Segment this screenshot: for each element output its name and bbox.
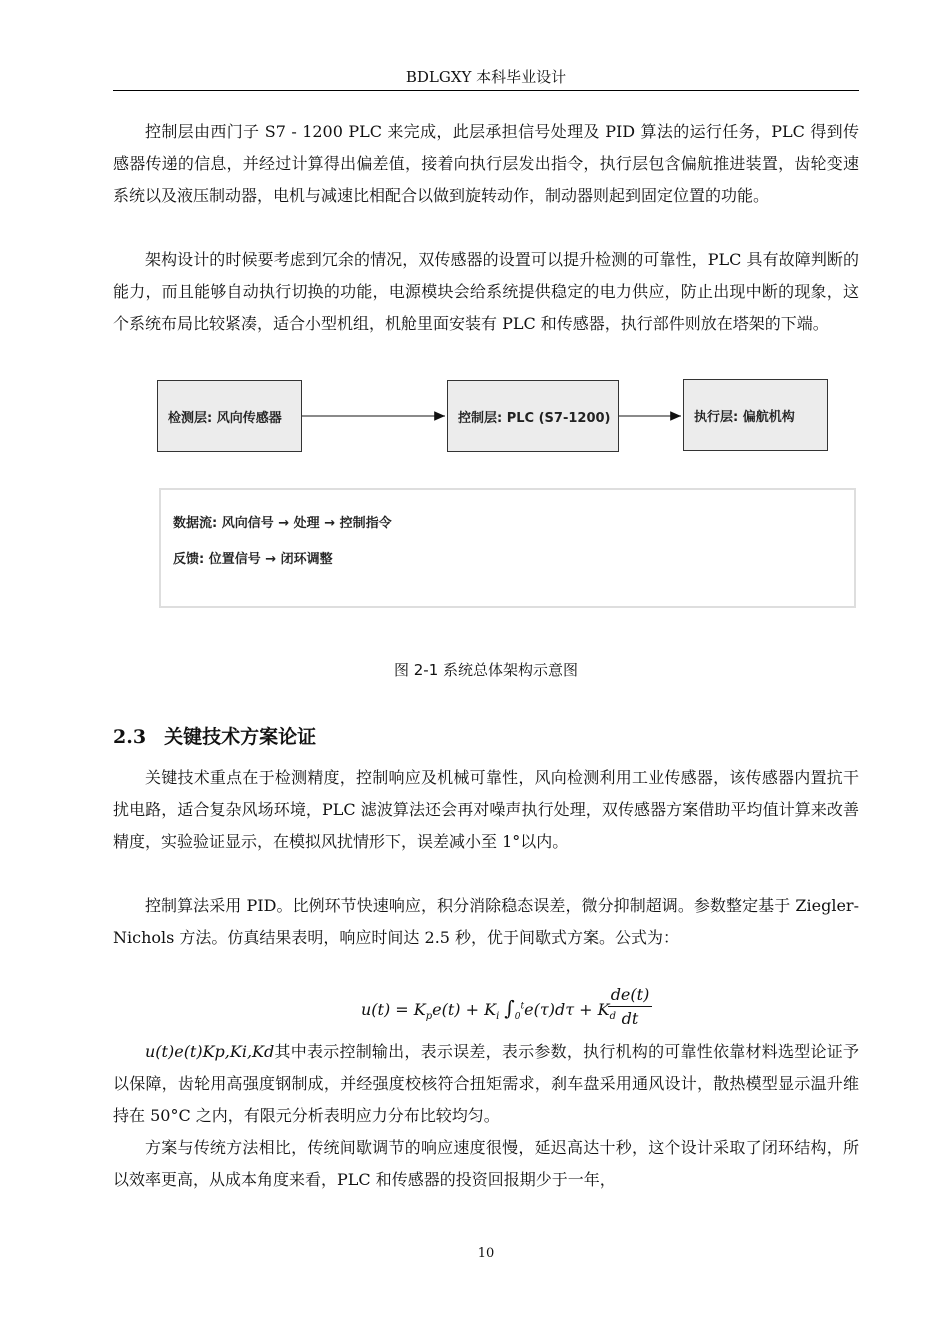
paragraph-pid: 控制算法采用 PID。比例环节快速响应，积分消除稳态误差，微分抑制超调。参数整定基于 Ziegler-Nichols 方法。仿真结果表明，响应时间达 2.5 秒，优于间歇式方案。公式为： (113, 896, 859, 947)
paragraph-reliability-text: 其中表示控制输出，表示误差，表示参数，执行机构的可靠性依靠材料选型论证予以保障，齿轮用高强度钢制成，并经强度校核符合扭矩需求，刹车盘采用通风设计，散热模型显示温升维持在 50°C 之内，有限元分析表明应力分布比较均匀。 (113, 1042, 859, 1125)
section-title: 关键技术方案论证 (164, 726, 317, 748)
box-detection-layer: 检测层: 风向传感器 (157, 380, 302, 452)
paragraph-control-layer: 控制层由西门子 S7 - 1200 PLC 来完成，此层承担信号处理及 PID 算法的运行任务，PLC 得到传感器传递的信息，并经过计算得出偏差值，接着向执行层发出指令，执行层包含偏航推进装置，齿轮变速系统以及液压制动器，电机与减速比相配合以做到旋转动作，制动器则起到固定位置的功能。 (113, 122, 859, 205)
flow-panel (159, 488, 856, 608)
formula-variables: u(t)e(t)Kp,Ki,Kd (145, 1042, 275, 1061)
figure-caption: 图 2-1 系统总体架构示意图 (393, 661, 579, 679)
formula-body: $u(t) = K_pe(t) + K_i$ $\int_0^te(\tau)d\tau + K_d$ (361, 996, 616, 1023)
fraction-numerator: de(t) (608, 984, 652, 1007)
paragraph-comparison: 方案与传统方法相比，传统间歇调节的响应速度很慢，延迟高达十秒，这个设计采取了闭环结构，所以效率更高，从成本角度来看，PLC 和传感器的投资回报期少于一年， (113, 1138, 859, 1189)
architecture-diagram (150, 372, 862, 622)
fraction-denominator: dt (621, 1009, 639, 1028)
pid-formula (113, 984, 859, 1040)
paragraph-architecture: 架构设计的时候要考虑到冗余的情况，双传感器的设置可以提升检测的可靠性，PLC 具有故障判断的能力，而且能够自动执行切换的功能，电源模块会给系统提供稳定的电力供应，防止出现中断的现象，这个系统布局比较紧凑，适合小型机组，机舱里面安装有 PLC 和传感器，执行部件则放在塔架的下端。 (113, 250, 859, 333)
page-number: 10 (477, 1246, 495, 1261)
section-heading (113, 722, 316, 752)
page-header: BDLGXY 本科毕业设计 (113, 66, 859, 91)
box-execution-layer: 执行层: 偏航机构 (683, 379, 828, 451)
flow-data-line: 数据流: 风向信号 → 处理 → 控制指令 (173, 516, 392, 531)
section-number: 2.3 (113, 726, 147, 748)
paragraph-key-tech: 关键技术重点在于检测精度，控制响应及机械可靠性，风向检测利用工业传感器，该传感器内置抗干扰电路，适合复杂风场环境，PLC 滤波算法还会再对噪声执行处理，双传感器方案借助平均值计算来改善精度，实验验证显示，在模拟风扰情形下，误差减小至 1°以内。 (113, 768, 859, 851)
flow-feedback-line: 反馈: 位置信号 → 闭环调整 (173, 552, 333, 567)
paragraph-reliability (113, 1036, 859, 1132)
box-control-layer: 控制层: PLC (S7-1200) (447, 380, 619, 452)
formula-derivative-fraction (608, 984, 652, 1031)
